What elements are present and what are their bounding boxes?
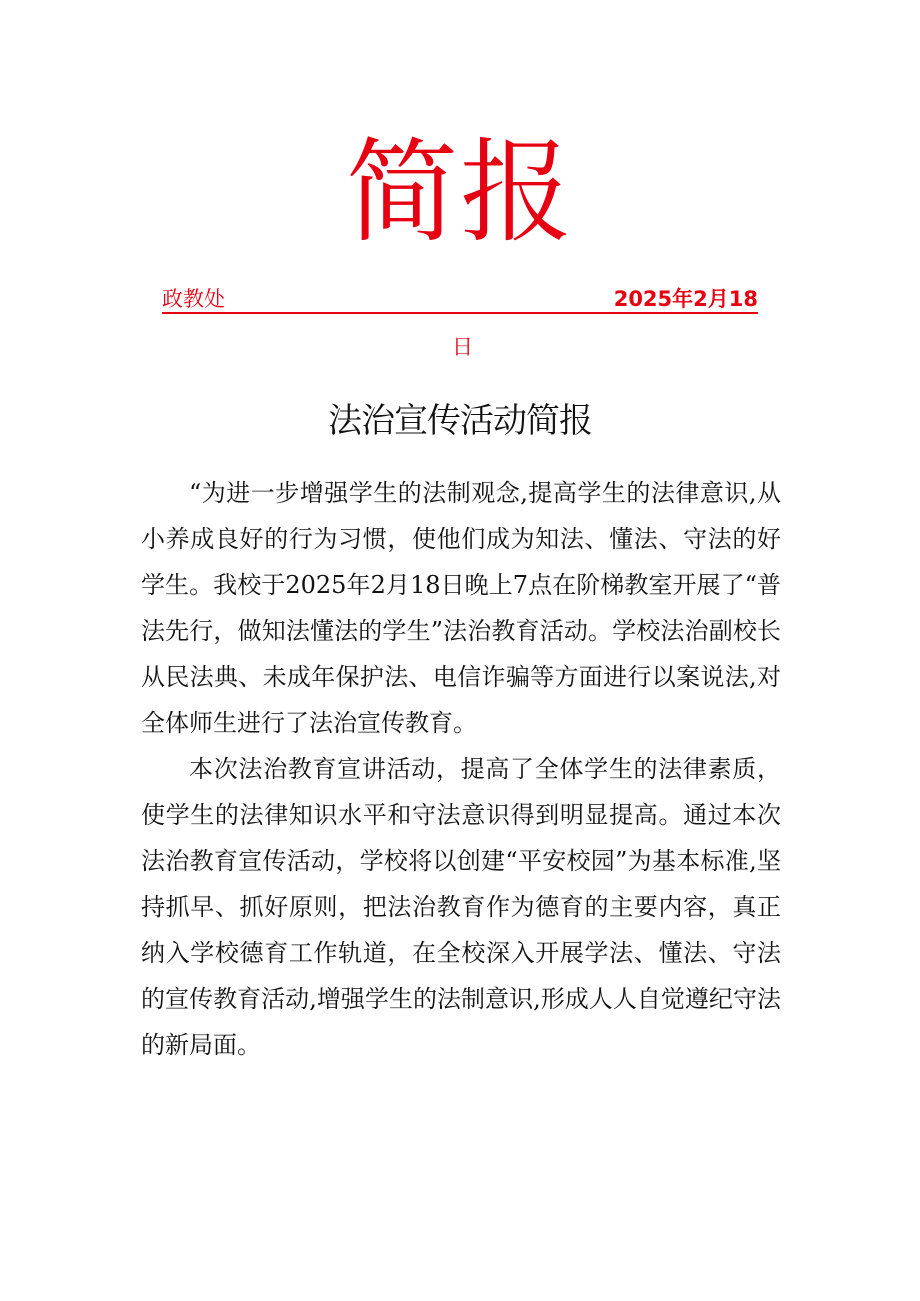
masthead-title: 简报 <box>346 128 574 258</box>
issue-date: 2025年2月18 <box>613 287 758 311</box>
issue-date-continuation: 日 <box>452 335 473 359</box>
body-paragraph-2: 本次法治教育宣讲活动，提高了全体学生的法律素质，使学生的法律知识水平和守法意识得到明显提高。通过本次法治教育宣传活动，学校将以创建“平安校园”为基本标准,坚持抓早、抓好原则，把法治教育作为德育的主要内容，真正纳入学校德育工作轨道，在全校深入开展学法、懂法、守法的宣传教育活动,增强学生的法制意识,形成人人自觉遵纪守法的新局面。 <box>141 755 781 1059</box>
header-info-line <box>162 286 758 314</box>
body-paragraph-1: “为进一步增强学生的法制观念,提高学生的法律意识,从小养成良好的行为习惯，使他们成为知法、懂法、守法的好学生。我校于2025年2月18日晚上7点在阶梯教室开展了“普法先行，做知法懂法的学生”法治教育活动。学校法治副校长从民法典、未成年保护法、电信诈骗等方面进行以案说法,对全体师生进行了法治宣传教育。 <box>141 479 781 737</box>
department-label: 政教处 <box>162 287 225 311</box>
document-title: 法治宣传活动简报 <box>328 401 592 441</box>
document-body <box>141 470 781 1068</box>
